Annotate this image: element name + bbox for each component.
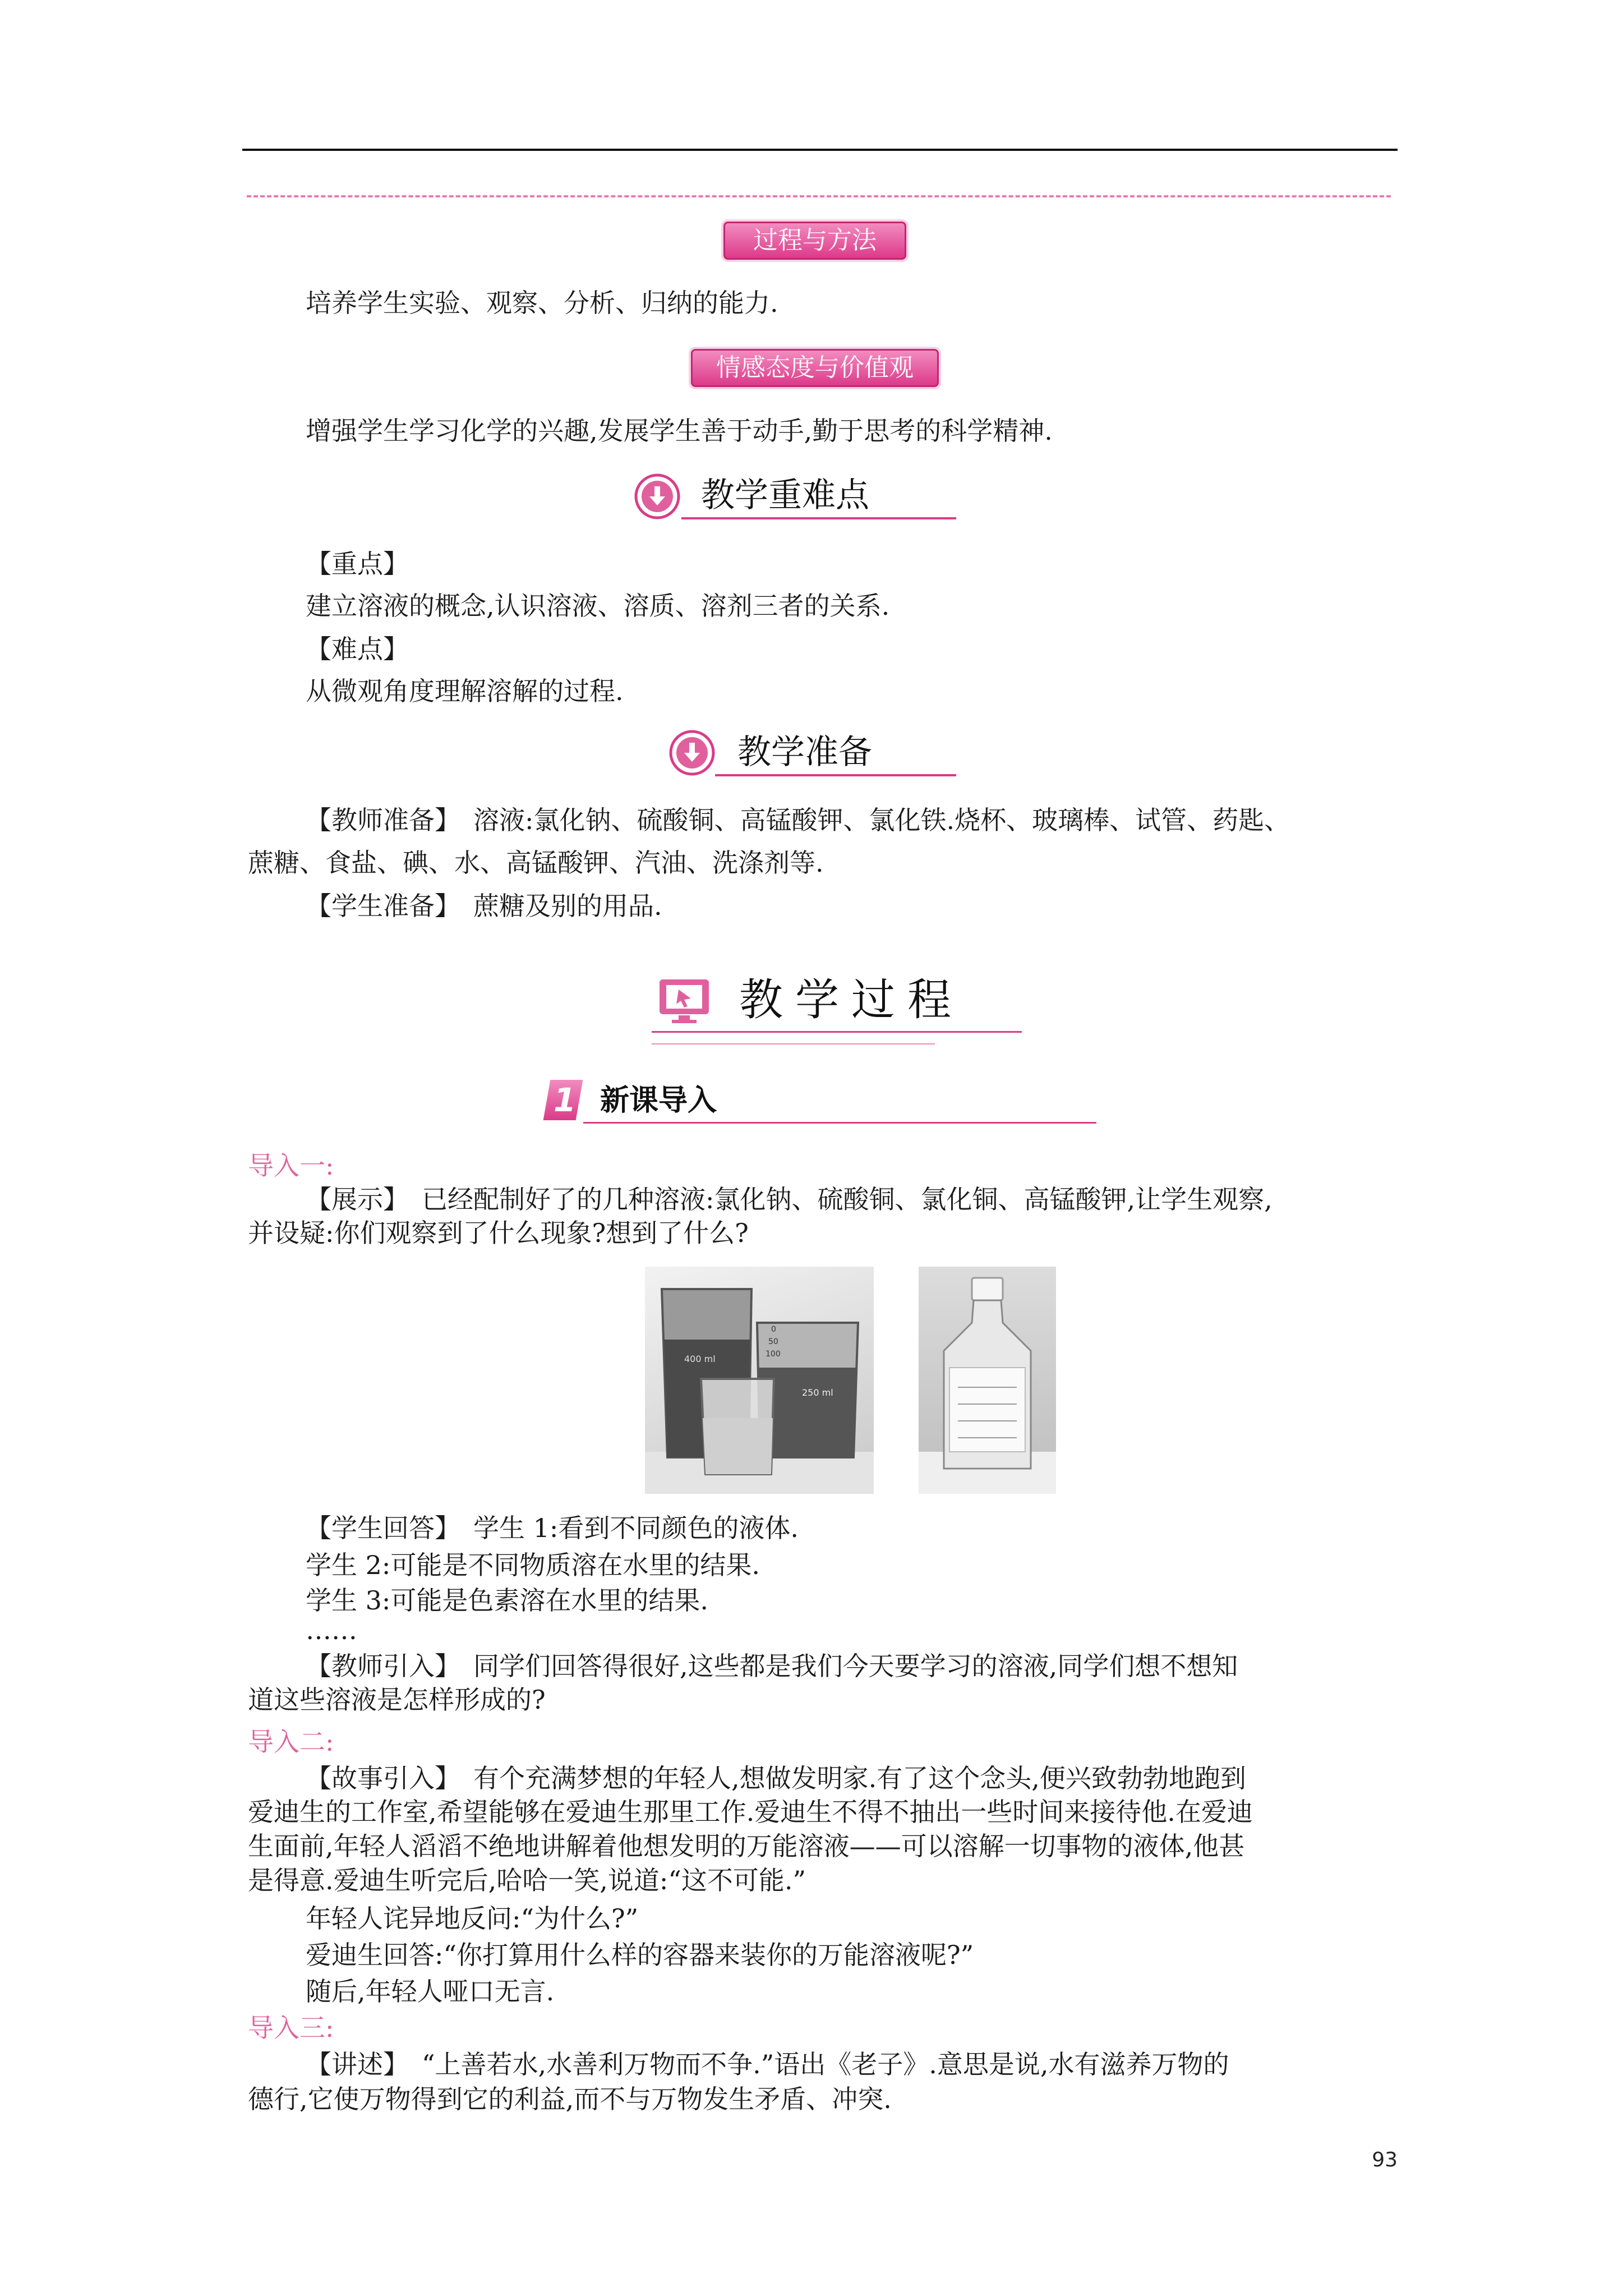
focus-text: 建立溶液的概念,认识溶液、溶质、溶剂三者的关系. [306,591,890,621]
intro2-line5: 年轻人诧异地反问:“为什么?” [306,1903,639,1934]
monitor-icon [656,976,712,1027]
intro1-ellipsis: …… [306,1615,357,1645]
intro2-story-line1: 【故事引入】 有个充满梦想的年轻人,想做发明家.有了这个念头,便兴致勃勃地跑到 [306,1763,1246,1793]
intro1-answer2: 学生 2:可能是不同物质溶在水里的结果. [306,1550,760,1580]
key-points-rule [681,517,956,519]
focus-label: 【重点】 [306,549,409,579]
intro1-teacher-line1: 【教师引入】 同学们回答得很好,这些都是我们今天要学习的溶液,同学们想不想知 [306,1651,1238,1681]
download-arrow-icon [634,473,681,520]
intro1-label: 导入一: [248,1151,334,1181]
beakers-photo [645,1267,874,1494]
process-method-text: 培养学生实验、观察、分析、归纳的能力. [306,288,778,318]
intro3-line1: 【讲述】 “上善若水,水善利万物而不争.”语出《老子》.意思是说,水有滋养万物的 [306,2049,1229,2079]
key-points-heading: 教学重难点 [701,476,869,515]
intro2-line7: 随后,年轻人哑口无言. [306,1976,555,2007]
intro3-label: 导入三: [248,2013,334,2043]
beaker-mark: 400 ml [684,1354,716,1364]
new-lesson-heading: 新课导入 [600,1084,717,1117]
attitude-heading: 情感态度与价值观 [691,349,939,387]
intro2-label: 导入二: [248,1727,334,1757]
process-rule-sub [652,1043,935,1045]
intro2-story-line4: 是得意.爱迪生听完后,哈哈一笑,说道:“这不可能.” [248,1865,806,1895]
page-number: 93 [1372,2148,1398,2171]
bottle-photo [919,1267,1056,1494]
student-prep: 【学生准备】 蔗糖及别的用品. [306,891,662,921]
difficulty-label: 【难点】 [306,634,409,664]
process-rule [652,1031,1022,1033]
download-arrow-icon [668,729,716,776]
intro1-teacher-line2: 道这些溶液是怎样形成的? [248,1685,546,1715]
header-rule [242,149,1398,151]
new-lesson-rule [583,1122,1096,1124]
beaker-mark: 100 [766,1350,781,1359]
process-method-heading: 过程与方法 [723,222,906,260]
preparation-rule [715,774,956,776]
intro3-line2: 德行,它使万物得到它的利益,而不与万物发生矛盾、冲突. [248,2084,892,2114]
section-number: 1 [553,1081,577,1119]
intro1-show-line2: 并设疑:你们观察到了什么现象?想到了什么? [248,1218,749,1248]
intro1-answer1: 【学生回答】 学生 1:看到不同颜色的液体. [306,1513,799,1543]
intro1-show-line1: 【展示】 已经配制好了的几种溶液:氯化钠、硫酸铜、氯化铜、高锰酸钾,让学生观察, [306,1184,1272,1214]
beaker-mark: 50 [768,1337,778,1346]
beaker-mark: 0 [771,1325,776,1334]
intro2-story-line2: 爱迪生的工作室,希望能够在爱迪生那里工作.爱迪生不得不抽出一些时间来接待他.在爱迪 [248,1797,1253,1827]
teacher-prep-line1: 【教师准备】 溶液:氯化钠、硫酸铜、高锰酸钾、氯化铁.烧杯、玻璃棒、试管、药匙、 [306,805,1290,835]
teacher-prep-line2: 蔗糖、食盐、碘、水、高锰酸钾、汽油、洗涤剂等. [248,848,824,878]
intro2-story-line3: 生面前,年轻人滔滔不绝地讲解着他想发明的万能溶液——可以溶解一切事物的液体,他甚 [248,1831,1245,1861]
preparation-heading: 教学准备 [737,733,872,772]
intro1-answer3: 学生 3:可能是色素溶在水里的结果. [306,1585,709,1616]
beaker-mark: 250 ml [802,1387,833,1398]
dashed-divider [247,195,1391,197]
intro2-line6: 爱迪生回答:“你打算用什么样的容器来装你的万能溶液呢?” [306,1940,974,1970]
attitude-text: 增强学生学习化学的兴趣,发展学生善于动手,勤于思考的科学精神. [306,416,1053,446]
process-heading: 教学过程 [739,975,964,1025]
difficulty-text: 从微观角度理解溶解的过程. [306,676,624,706]
